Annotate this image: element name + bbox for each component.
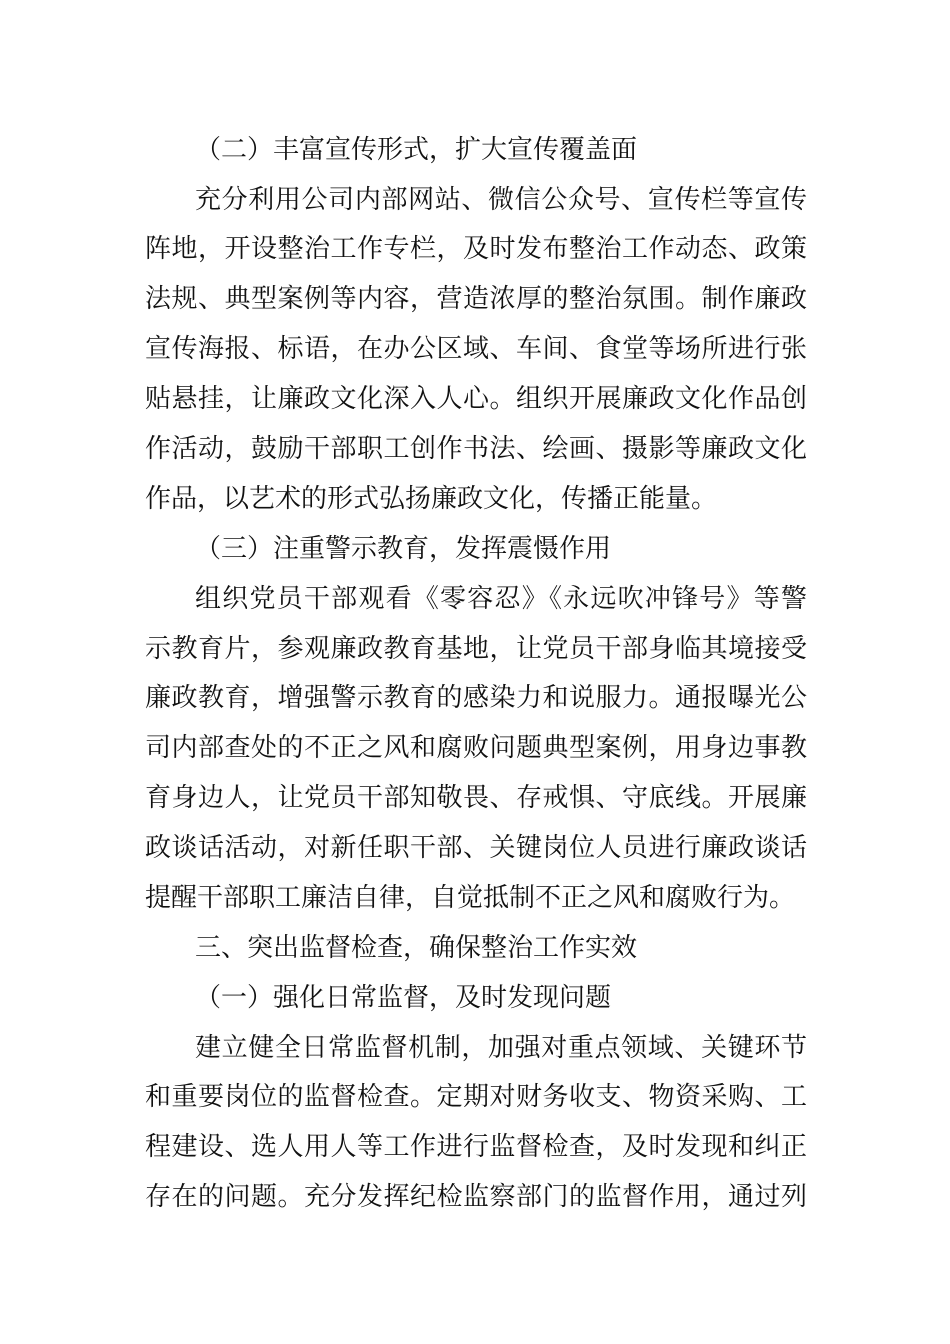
paragraph-line: 程建设、选人用人等工作进行监督检查，及时发现和纠正	[145, 1132, 807, 1162]
paragraph-line: 提醒干部职工廉洁自律，自觉抵制不正之风和腐败行为。	[145, 883, 796, 913]
subheading-three: （三）注重警示教育，发挥震慑作用	[195, 534, 612, 564]
paragraph-line: 组织党员干部观看《零容忍》《永远吹冲锋号》等警	[195, 584, 807, 614]
paragraph-line: 贴悬挂，让廉政文化深入人心。组织开展廉政文化作品创	[145, 384, 807, 414]
subheading-two: （二）丰富宣传形式，扩大宣传覆盖面	[195, 135, 638, 165]
paragraph-line: 建立健全日常监督机制，加强对重点领域、关键环节	[195, 1033, 807, 1063]
paragraph-line: 阵地，开设整治工作专栏，及时发布整治工作动态、政策	[145, 234, 807, 264]
paragraph-line: 充分利用公司内部网站、微信公众号、宣传栏等宣传	[195, 185, 807, 215]
paragraph-line: 法规、典型案例等内容，营造浓厚的整治氛围。制作廉政	[145, 284, 807, 314]
paragraph-line: 育身边人，让党员干部知敬畏、存戒惧、守底线。开展廉	[145, 783, 807, 813]
paragraph-line: 政谈话活动，对新任职干部、关键岗位人员进行廉政谈话	[145, 833, 807, 863]
section-heading-three: 三、突出监督检查，确保整治工作实效	[195, 933, 638, 963]
paragraph-line: 作活动，鼓励干部职工创作书法、绘画、摄影等廉政文化	[145, 434, 807, 464]
paragraph-line: 作品，以艺术的形式弘扬廉政文化，传播正能量。	[145, 484, 718, 514]
paragraph-line: 廉政教育，增强警示教育的感染力和说服力。通报曝光公	[145, 683, 807, 713]
paragraph-line: 示教育片，参观廉政教育基地，让党员干部身临其境接受	[145, 634, 807, 664]
paragraph-line: 和重要岗位的监督检查。定期对财务收支、物资采购、工	[145, 1082, 807, 1112]
paragraph-line: 存在的问题。充分发挥纪检监察部门的监督作用，通过列	[145, 1182, 807, 1212]
paragraph-line: 司内部查处的不正之风和腐败问题典型案例，用身边事教	[145, 733, 807, 763]
paragraph-line: 宣传海报、标语，在办公区域、车间、食堂等场所进行张	[145, 334, 807, 364]
subheading-one: （一）强化日常监督，及时发现问题	[195, 983, 612, 1013]
